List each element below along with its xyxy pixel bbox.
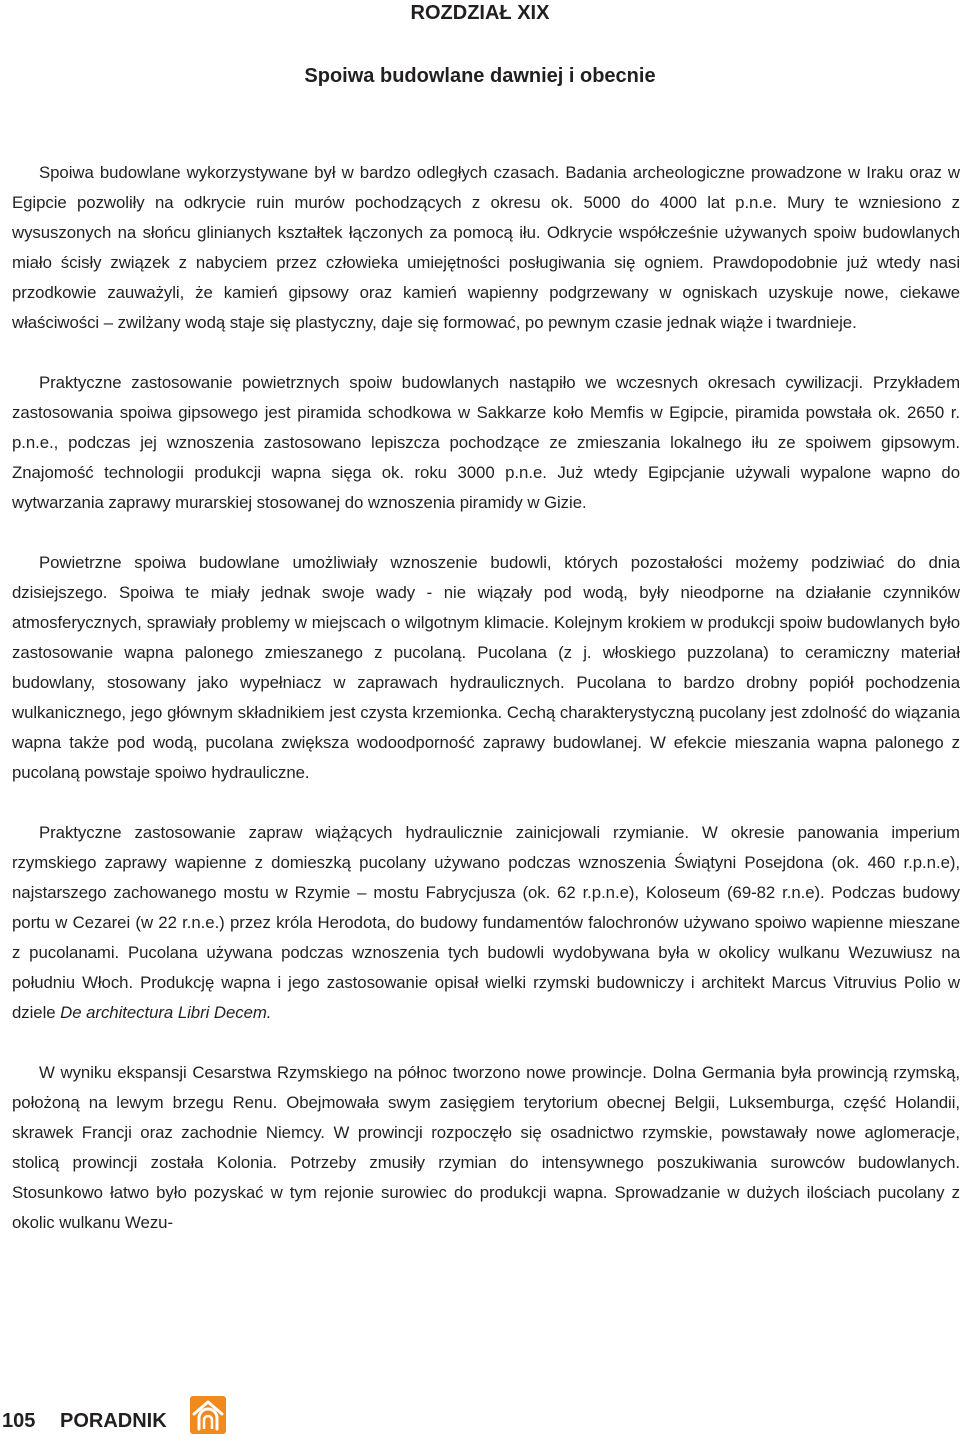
page-title: Spoiwa budowlane dawniej i obecnie [304,65,656,87]
chapter-heading: ROZDZIAŁ XIX [410,2,550,24]
paragraph-5-text: W wyniku ekspansji Cesarstwa Rzymskiego na północ tworzono nowe prowincje. Dolna Germania była prowincją rzymską, położoną na lewym brzegu Renu. Obejmowała swym zasięgiem terytorium obecnej Belgii, Luksemburga, część Holandii, skrawek Francji oraz zachodnie Niemcy. W prowincji rozpoczęło się osadnictwo rzymskie, powstawały nowe aglomeracje, stolicą prowincji została Kolonia. Potrzeby zmusiły rzymian do intensywnego poszukiwania surowców budowlanych. Stosunkowo łatwo było pozyskać w tym rejonie surowiec do produkcji wapna. Sprowadzanie w dużych ilościach pucolany z okolic wulkanu Wezu- [12,1063,960,1232]
book-title-italic: De architectura Libri Decem. [60,1003,272,1022]
paragraph-5 [12,1058,960,1238]
brand-label: PORADNIK [60,1410,167,1432]
paragraph-3 [12,548,960,788]
paragraph-4 [12,818,960,1028]
house-arch-logo-icon [190,1396,226,1434]
paragraph-1-text: Spoiwa budowlane wykorzystywane był w bardzo odległych czasach. Badania archeologiczne prowadzone w Iraku oraz w Egipcie pozwoliły na odkrycie ruin murów pochodzących z okresu ok. 5000 do 4000 lat p.n.e. Mury te wzniesiono z wysuszonych na słońcu glinianych kształtek łączonych za pomocą iłu. Odkrycie współcześnie używanych spoiw budowlanych miało ścisły związek z nabyciem przez człowieka umiejętności posługiwania się ogniem. Prawdopodobnie już wtedy nasi przodkowie zauważyli, że kamień gipsowy oraz kamień wapienny podgrzewany w ogniskach uzyskuje nowe, ciekawe właściwości – zwilżany wodą staje się plastyczny, daje się formować, po pewnym czasie jednak wiąże i twardnieje. [12,163,960,332]
paragraph-3-text: Powietrzne spoiwa budowlane umożliwiały wznoszenie budowli, których pozostałości możemy podziwiać do dnia dzisiejszego. Spoiwa te miały jednak swoje wady - nie wiązały pod wodą, były nieodporne na działanie czynników atmosferycznych, sprawiały problemy w miejscach o wilgotnym klimacie. Kolejnym krokiem w produkcji spoiw budowlanych było zastosowanie wapna palonego zmieszanego z pucolaną. Pucolana (z j. włoskiego puzzolana) to ceramiczny materiał budowlany, stosowany jako wypełniacz w zaprawach hydraulicznych. Pucolana to bardzo drobny popiół pochodzenia wulkanicznego, jego głównym składnikiem jest czysta krzemionka. Cechą charakterystyczną pucolany jest zdolność do wiązania wapna także pod wodą, pucolana zwiększa wodoodporność zaprawy budowlanej. W efekcie mieszania wapna palonego z pucolaną powstaje spoiwo hydrauliczne. [12,553,960,782]
paragraph-1 [12,158,960,338]
paragraph-2-text: Praktyczne zastosowanie powietrznych spoiw budowlanych nastąpiło we wczesnych okresach cywilizacji. Przykładem zastosowania spoiwa gipsowego jest piramida schodkowa w Sakkarze koło Memfis w Egipcie, piramida powstała ok. 2650 r. p.n.e., podczas jej wznoszenia zastosowano lepiszcza pochodzące ze zmieszania lokalnego iłu ze spoiwem gipsowym. Znajomość technologii produkcji wapna sięga ok. roku 3000 p.n.e. Już wtedy Egipcjanie używali wypalone wapno do wytwarzania zaprawy murarskiej stosowanej do wznoszenia piramidy w Gizie. [12,373,960,512]
page-number: 105 [2,1410,36,1432]
paragraph-4-text: Praktyczne zastosowanie zapraw wiążących hydraulicznie zainicjowali rzymianie. W okresie panowania imperium rzymskiego zaprawy wapienne z domieszką pucolany używano podczas wznoszenia Świątyni Posejdona (ok. 460 r.p.n.e), najstarszego zachowanego mostu w Rzymie – mostu Fabrycjusza (ok. 62 r.p.n.e), Koloseum (69-82 r.n.e). Podczas budowy portu w Cezarei (w 22 r.n.e.) przez króla Herodota, do budowy fundamentów falochronów używano spoiwo wapienne mieszane z pucolanami. Pucolana używana podczas wznoszenia tych budowli wydobywana była w okolicy wulkanu Wezuwiusz na południu Włoch. Produkcję wapna i jego zastosowanie opisał wielki rzymski budowniczy i architekt Marcus Vitruvius Polio w dziele [12,823,960,1022]
article-body [12,158,960,1268]
paragraph-2 [12,368,960,518]
page-footer [0,1392,300,1440]
